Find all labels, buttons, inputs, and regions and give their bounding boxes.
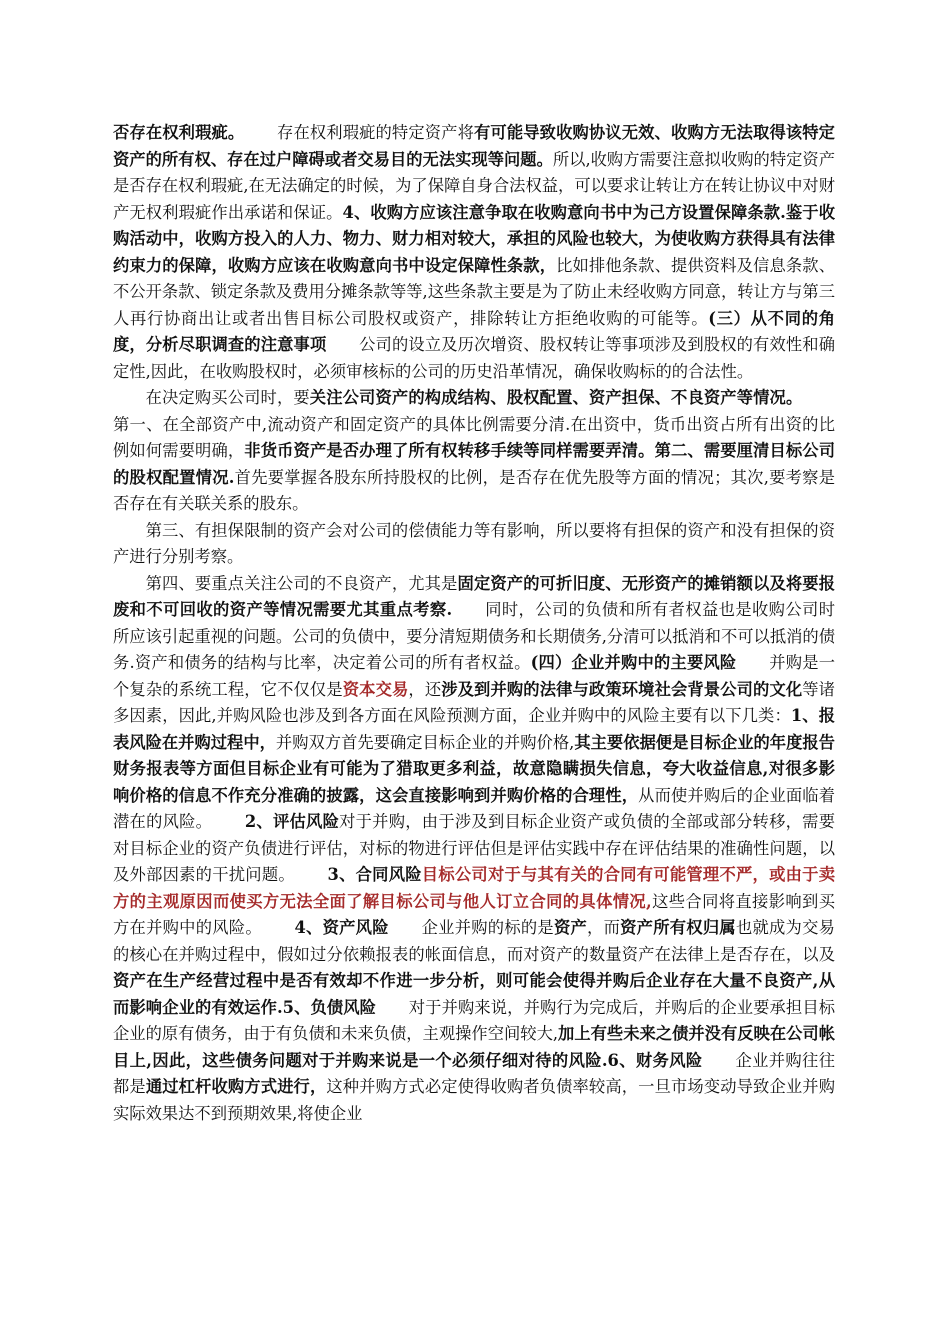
document-page: [113, 120, 835, 1127]
bold-text: 有可能导致收购协议无效、收购方无法取得该特定资产的所有权、存在过户障碍或者交易目的无法实现等问题。: [113, 123, 835, 169]
body-text: 所以,收购方需要注意拟收购的特定资产是否存在权利瑕疵,在无法确定的时候，为了保障自身合法权益，可以要求让转让方在转让协议中对财产无权利瑕疵作出承诺和保证。: [113, 149, 835, 222]
body-text: 第三、有担保限制的资产会对公司的偿债能力等有影响，所以要将有担保的资产和没有担保的资产进行分别考察。: [113, 520, 835, 566]
body-text: 企业并购的标的是: [421, 918, 554, 937]
body-text: 首先要掌握各股东所持股权的比例，是否存在优先股等方面的情况；其次,要考察是否存在有关联关系的股东。: [113, 467, 836, 513]
bold-text: 涉及到并购的法律与政策环境社会背景公司的文化: [441, 679, 803, 699]
body-text: 从而使并购后的企业面临着潜在的风险。: [113, 785, 835, 831]
bold-text: 4、资产风险: [294, 918, 389, 937]
bold-text: (四）企业并购中的主要风险: [530, 653, 737, 672]
body-text: 同时，公司的负债和所有者权益也是收购公司时所应该引起重视的问题。公司的负债中，要分清短期债务和长期债务,分清可以抵消和不可以抵消的债务.资产和债务的结构与比率，决定着公司的所有者权益。: [113, 600, 835, 672]
bold-text: 通过杠杆收购方式进行，: [145, 1077, 327, 1096]
body-text: ，还: [408, 679, 442, 699]
body-text: 这些合同将直接影响到买方在并购中的风险。: [113, 891, 835, 937]
body-text: 并购双方首先要确定目标企业的并购价格,: [275, 732, 575, 752]
bold-text: 资产: [553, 918, 588, 937]
body-text: 也就成为交易的核心在并购过程中，假如过分依赖报表的帐面信息，而对资产的数量资产在法律上是否存在，以及: [113, 918, 835, 964]
bold-text: 2、评估风险: [244, 812, 340, 831]
paragraph: [113, 385, 835, 518]
body-text: 第四、要重点关注公司的不良资产，尤其是: [145, 573, 458, 593]
bold-text: 1、报表风险在并购过程中，: [113, 706, 835, 752]
bold-text: 关注公司资产的构成结构、股权配置、资产担保、不良资产等情况。: [309, 388, 803, 407]
paragraph: [113, 571, 835, 1128]
bold-text: 固定资产的可折旧度、无形资产的摊销额以及将要报废和不可回收的资产等情况需要尤其重点考察.: [113, 573, 835, 619]
body-text: 在决定购买公司时，要: [145, 388, 310, 407]
bold-text: 3、合同风险: [327, 865, 422, 884]
body-text: 并购是一个复杂的系统工程，它不仅仅是: [113, 653, 835, 699]
body-text: 第一、在全部资产中,流动资产和固定资产的具体比例需要分清.在出资中，货币出资占所有出资的比例如何需要明确，: [113, 414, 835, 460]
bold-text: (三）从不同的角度，分析尽职调查的注意事项: [113, 308, 835, 354]
paragraph: [113, 518, 835, 571]
bold-text: 资产在生产经营过程中是否有效却不作进一步分析，则可能会使得并购后企业存在大量不良资产,从而影响企业的有效运作.5、负债风险: [113, 971, 835, 1017]
body-text: 这种并购方式必定使得收购者负债率较高，一旦市场变动导致企业并购实际效果达不到预期效果,将使企业: [113, 1077, 835, 1123]
bold-text: 非货币资产是否办理了所有权转移手续等同样需要弄清。第二、需要厘清目标公司的股权配置情况.: [113, 441, 835, 487]
highlight-text: 资本交易: [342, 679, 409, 699]
bold-text: 其主要依据便是目标企业的年度报告财务报表等方面但目标企业有可能为了猎取更多利益，故意隐瞒损失信息，夸大收益信息,对很多影响价格的信息不作充分准确的披露，这会直接影响到并购价格的合理性，: [113, 732, 835, 805]
body-text: 存在权利瑕疵的特定资产将: [276, 123, 474, 142]
body-text: ，而: [587, 918, 621, 937]
highlight-text: 目标公司对于与其有关的合同有可能管理不严，或由于卖方的主观原因而使买方无法全面了解目标公司与他人订立合同的具体情况,: [113, 865, 835, 911]
paragraph: [113, 120, 835, 385]
bold-text: 加上有些未来之债并没有反映在公司帐目上,因此，这些债务问题对于并购来说是一个必须仔细对待的风险.6、财务风险: [113, 1024, 835, 1070]
body-text: 对于并购来说，并购行为完成后，并购后的企业要承担目标企业的原有债务，由于有负债和未来负债，主观操作空间较大,: [113, 997, 835, 1043]
body-text: 比如排他条款、提供资料及信息条款、不公开条款、锁定条款及费用分摊条款等等,这些条款主要是为了防止未经收购方同意，转让方与第三人再行协商出让或者出售目标公司股权或资产，排除转让方拒绝收购的可能等。: [113, 255, 835, 328]
bold-text: 资产所有权归属: [620, 918, 736, 937]
bold-text: 否存在权利瑕疵。: [113, 123, 245, 142]
body-text: 企业并购往往都是: [113, 1050, 835, 1096]
body-text: 等诸多因素，因此,并购风险也涉及到各方面在风险预测方面，企业并购中的风险主要有以下几类：: [113, 679, 835, 725]
body-text: 公司的设立及历次增资、股权转让等事项涉及到股权的有效性和确定性,因此，在收购股权时，必须审核标的公司的历史沿革情况，确保收购标的的合法性。: [113, 335, 835, 381]
body-text: 对于并购，由于涉及到目标企业资产或负债的全部或部分转移，需要对目标企业的资产负债进行评估，对标的物进行评估但是评估实践中存在评估结果的准确性问题，以及外部因素的干扰问题。: [113, 812, 835, 884]
bold-text: 4、收购方应该注意争取在收购意向书中为己方设置保障条款.鉴于收购活动中，收购方投入的人力、物力、财力相对较大，承担的风险也较大，为使收购方获得具有法律约束力的保障，收购方应该在收购意向书中设定保障性条款，: [113, 202, 835, 275]
